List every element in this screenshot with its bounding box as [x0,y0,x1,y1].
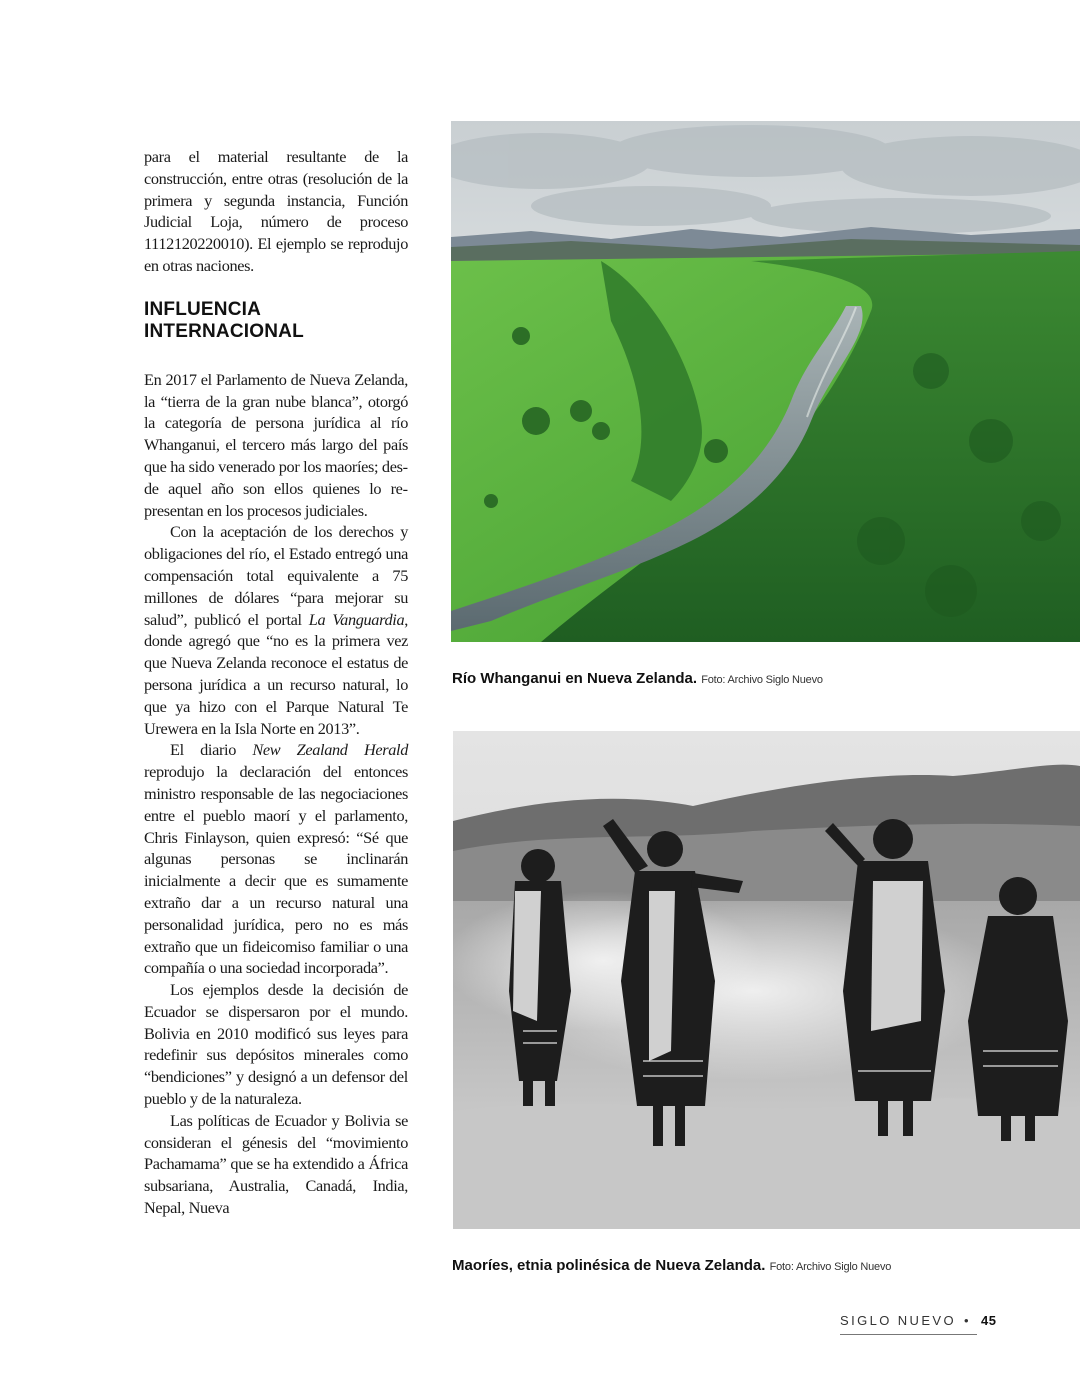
maori-photo-credit: Foto: Archivo Siglo Nuevo [769,1261,892,1273]
maori-photo [453,731,1080,1229]
maori-caption-text: Maoríes, etnia polinésica de Nueva Zelanda. [452,1257,766,1274]
paragraph-6: Las políticas de Ecuador y Bolivia se consideran el génesis del “movimiento Pachamama” que se ha extendido a África subsariana, Australia, Canadá, India, Nepal, Nueva [144,1110,408,1218]
page-number: 45 [980,1313,997,1328]
paragraph-3-text-b: , donde agregó que “no es la primera vez que Nueva Zelanda reconoce el estatus de persona jurídica a un recurso natural, lo que ya hizo con el Parque Natural Te Urewera en la Isla Norte en 2013”. [144,609,408,738]
paragraph-3-text-a: Con la aceptación de los derechos y obligaciones del río, el Estado entregó una compensación total equivalente a 75 millones de dólares “para mejorar su salud”, publicó el portal [144,522,408,629]
river-caption-text: Río Whanganui en Nueva Zelanda. [452,670,698,687]
source-nz-herald: New Zealand Herald [252,740,408,760]
river-photo-credit: Foto: Archivo Siglo Nuevo [701,674,823,686]
paragraph-3 [144,521,408,739]
folio-separator: • [964,1313,971,1328]
section-heading-line-2: INTERNACIONAL [144,320,304,342]
section-heading-line-1: INFLUENCIA [144,298,262,320]
paragraph-4-text-a: El diario [170,740,253,760]
river-photo [451,121,1080,642]
paragraph-4-text-b: reprodujo la declaración del entonces ministro responsable de las negociaciones entre el pueblo maorí y el parlamento, Chris Finlayson, quien expresó: “Sé que algunas personas se inclinarán inicialmente a decir que es sumamente extraño dar a un recurso natural una personalidad jurídica, pero no es más extraño que un fideicomiso familiar o una compañía o una sociedad incorporada”. [144,762,408,978]
paragraph-1: para el material resultante de la construcción, entre otras (resolución de la primera y segunda instancia, Función Judicial Loja, número de proceso 1112120220010). El ejemplo se reprodujo en otras naciones. [144,147,408,275]
page-folio [840,1313,997,1335]
source-la-vanguardia: La Vanguardia [308,609,405,629]
article-column [144,146,408,1219]
paragraph-2: En 2017 el Parlamento de Nueva Zelanda, la “tierra de la gran nube blanca”, otorgó la categoría de persona jurídica al río Whanganui, el tercero más largo del país que ha sido venerado por los maoríes; desde aquel año son ellos quienes lo representan en los procesos judiciales. [144,369,408,520]
section-heading [144,299,408,343]
paragraph-4 [144,739,408,979]
maori-photo-caption [452,1257,891,1274]
publication-name: SIGLO NUEVO [840,1313,956,1328]
river-photo-caption [452,670,823,687]
paragraph-5: Los ejemplos desde la decisión de Ecuador se dispersaron por el mundo. Bolivia en 2010 modificó sus leyes para redefinir sus depósitos minerales como “bendiciones” y designó a un defensor del pueblo y de la naturaleza. [144,980,408,1109]
